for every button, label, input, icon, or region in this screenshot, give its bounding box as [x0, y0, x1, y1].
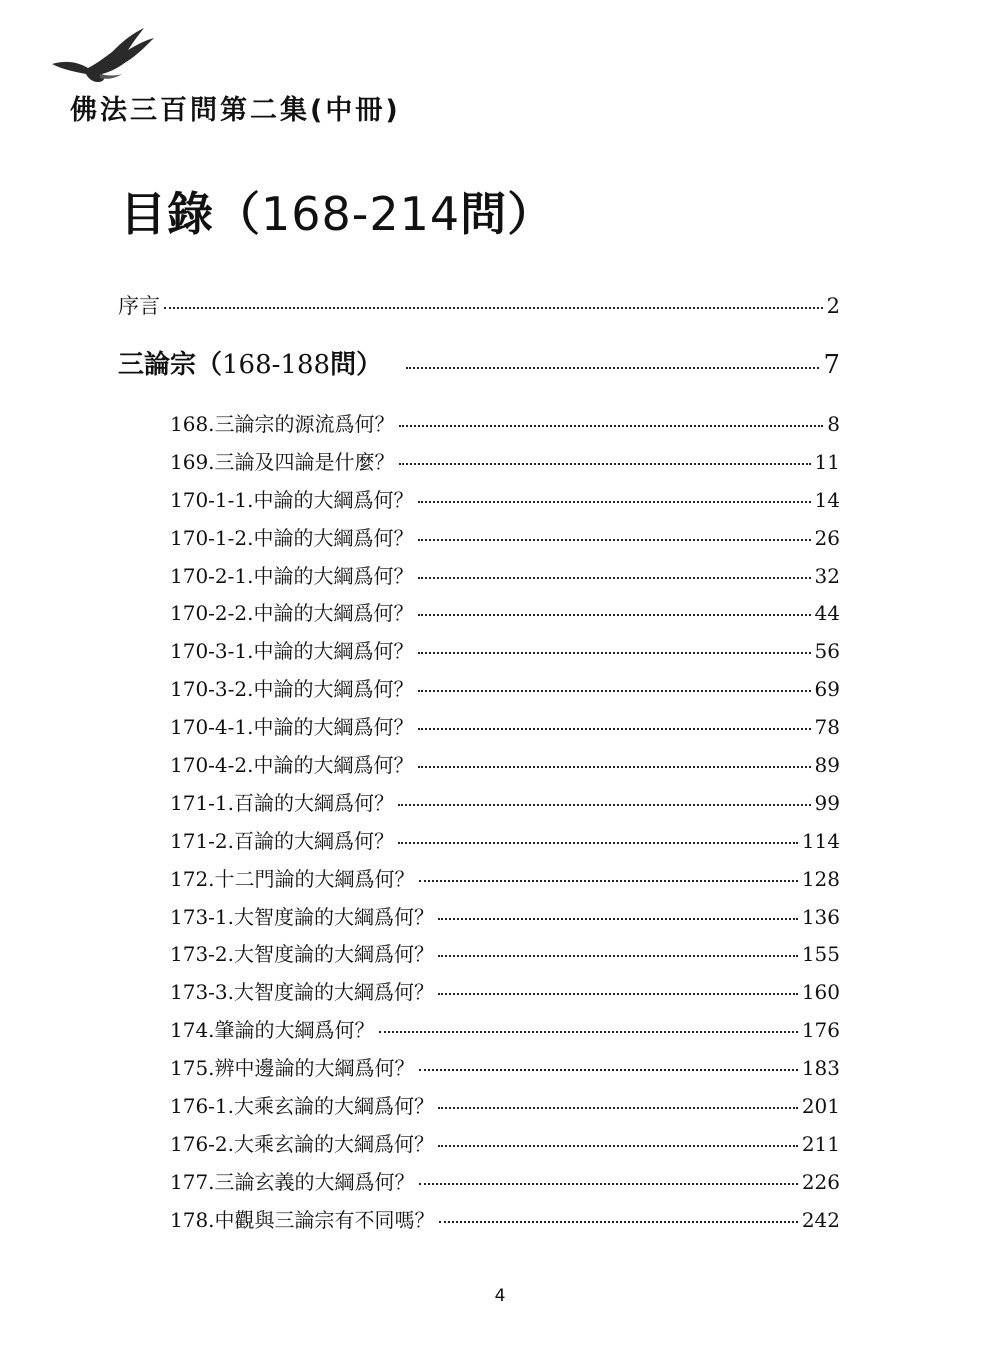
toc-entry[interactable] — [170, 787, 840, 825]
toc-entry-page: 26 — [814, 525, 840, 550]
toc-section-page: 7 — [823, 350, 840, 380]
toc-entry[interactable] — [170, 408, 840, 446]
toc-entry-label: 177.三論玄義的大綱爲何？ — [170, 1169, 415, 1194]
toc-entry-page: 136 — [801, 904, 840, 929]
toc-title-suffix: 問） — [460, 187, 555, 241]
toc-entry-label: 170-3-1.中論的大綱爲何？ — [170, 639, 414, 664]
toc-entry-page: 8 — [827, 412, 840, 436]
toc-entry[interactable] — [170, 560, 840, 598]
toc-entry[interactable] — [170, 1204, 840, 1242]
dot-leader — [164, 307, 823, 309]
toc-entry-page: 183 — [801, 1056, 840, 1081]
section-suffix: 問） — [330, 350, 383, 380]
toc-entry-label: 169.三論及四論是什麼？ — [170, 449, 395, 474]
toc-entry[interactable] — [170, 1052, 840, 1090]
toc-entry-page: 242 — [801, 1207, 840, 1232]
toc-entry-label: 170-2-2.中論的大綱爲何？ — [170, 601, 414, 626]
dot-leader — [399, 425, 824, 427]
toc-entry[interactable] — [170, 976, 840, 1014]
toc-title — [120, 178, 554, 244]
toc-entry-page: 44 — [814, 601, 840, 626]
toc-entry-page: 14 — [814, 487, 840, 512]
toc-entry[interactable] — [170, 1128, 840, 1166]
toc-entry-page: 69 — [814, 677, 840, 702]
toc-entry[interactable] — [170, 749, 840, 787]
toc-entry[interactable] — [170, 522, 840, 560]
book-title: 佛法三百問第二集(中冊) — [70, 95, 401, 126]
toc-entry-page: 155 — [801, 942, 840, 967]
toc-entry-page: 160 — [801, 980, 840, 1005]
toc-entry-label: 170-4-2.中論的大綱爲何？ — [170, 753, 414, 778]
toc-entry[interactable] — [170, 446, 840, 484]
dot-leader — [438, 918, 798, 920]
toc-title-prefix: 目錄（ — [120, 187, 261, 241]
toc-entry[interactable] — [170, 635, 840, 673]
toc-entry-page: 11 — [814, 449, 840, 474]
dot-leader — [418, 690, 811, 692]
dot-leader — [418, 577, 811, 579]
dot-leader — [399, 463, 811, 465]
section-prefix: 三論宗（ — [118, 350, 223, 380]
toc-entry-label: 172.十二門論的大綱爲何？ — [170, 866, 415, 891]
dot-leader — [419, 880, 798, 882]
toc-entry-page: 89 — [814, 753, 840, 778]
section-range: 168-188 — [222, 350, 331, 380]
toc-entry[interactable] — [170, 673, 840, 711]
toc-entry-label: 175.辨中邊論的大綱爲何？ — [170, 1056, 415, 1081]
toc-entry-label: 178.中觀與三論宗有不同嗎？ — [170, 1207, 435, 1232]
toc-entry-preface[interactable] — [118, 290, 840, 328]
toc-entry-label: 173-1.大智度論的大綱爲何？ — [170, 904, 435, 929]
toc-entry-page: 78 — [814, 715, 840, 740]
dot-leader — [406, 367, 819, 369]
dot-leader — [379, 1031, 798, 1033]
toc-entry-page: 56 — [814, 639, 840, 664]
dot-leader — [398, 842, 798, 844]
dot-leader — [438, 993, 798, 995]
page-header — [48, 26, 468, 136]
dot-leader — [438, 955, 798, 957]
toc-entry-label: 171-2.百論的大綱爲何？ — [170, 828, 395, 853]
dot-leader — [418, 728, 811, 730]
toc-entry[interactable] — [170, 1014, 840, 1052]
toc-entry-label: 170-1-1.中論的大綱爲何？ — [170, 487, 414, 512]
toc-entry-label: 174.肇論的大綱爲何？ — [170, 1018, 375, 1043]
toc-entry[interactable] — [170, 1166, 840, 1204]
dot-leader — [439, 1221, 798, 1223]
toc-entry-label: 171-1.百論的大綱爲何？ — [170, 790, 395, 815]
toc-entry[interactable] — [170, 825, 840, 863]
toc-entry-list — [170, 408, 840, 1242]
toc-entry-page: 211 — [801, 1131, 840, 1156]
toc-title-range: 168-214 — [261, 187, 461, 241]
toc-entry[interactable] — [170, 597, 840, 635]
dot-leader — [419, 1183, 798, 1185]
dot-leader — [418, 614, 811, 616]
eagle-icon — [48, 26, 158, 96]
toc-entry-page: 226 — [801, 1169, 840, 1194]
toc-entry-page: 201 — [801, 1094, 840, 1119]
toc-entry-page: 99 — [814, 790, 840, 815]
dot-leader — [418, 501, 811, 503]
toc-entry-label: 168.三論宗的源流爲何？ — [170, 412, 395, 436]
toc-entry-label: 170-3-2.中論的大綱爲何？ — [170, 677, 414, 702]
page-number: 4 — [494, 1286, 506, 1306]
toc-entry-label: 176-1.大乘玄論的大綱爲何？ — [170, 1094, 435, 1119]
toc-entry[interactable] — [170, 863, 840, 901]
toc-entry-page: 176 — [801, 1018, 840, 1043]
dot-leader — [398, 804, 811, 806]
dot-leader — [418, 539, 811, 541]
table-of-contents — [118, 290, 840, 1242]
toc-entry-label: 170-2-1.中論的大綱爲何？ — [170, 563, 414, 588]
toc-entry[interactable] — [170, 938, 840, 976]
dot-leader — [418, 652, 811, 654]
toc-entry[interactable] — [170, 1090, 840, 1128]
toc-entry-label: 173-3.大智度論的大綱爲何？ — [170, 980, 435, 1005]
toc-entry-page: 114 — [801, 828, 840, 853]
toc-entry-label: 176-2.大乘玄論的大綱爲何？ — [170, 1131, 435, 1156]
dot-leader — [418, 766, 811, 768]
toc-entry-label: 170-1-2.中論的大綱爲何？ — [170, 525, 414, 550]
dot-leader — [438, 1145, 798, 1147]
toc-section-label — [118, 344, 382, 381]
toc-entry[interactable] — [170, 711, 840, 749]
toc-entry-page: 128 — [801, 866, 840, 891]
toc-entry[interactable] — [170, 901, 840, 939]
toc-entry-page: 32 — [814, 563, 840, 588]
toc-entry-label: 序言 — [118, 294, 160, 318]
toc-section-heading[interactable] — [118, 344, 840, 400]
toc-entry-label: 173-2.大智度論的大綱爲何？ — [170, 942, 435, 967]
dot-leader — [419, 1069, 798, 1071]
toc-entry[interactable] — [170, 484, 840, 522]
toc-entry-label: 170-4-1.中論的大綱爲何？ — [170, 715, 414, 740]
toc-entry-page: 2 — [826, 294, 840, 318]
dot-leader — [438, 1107, 798, 1109]
